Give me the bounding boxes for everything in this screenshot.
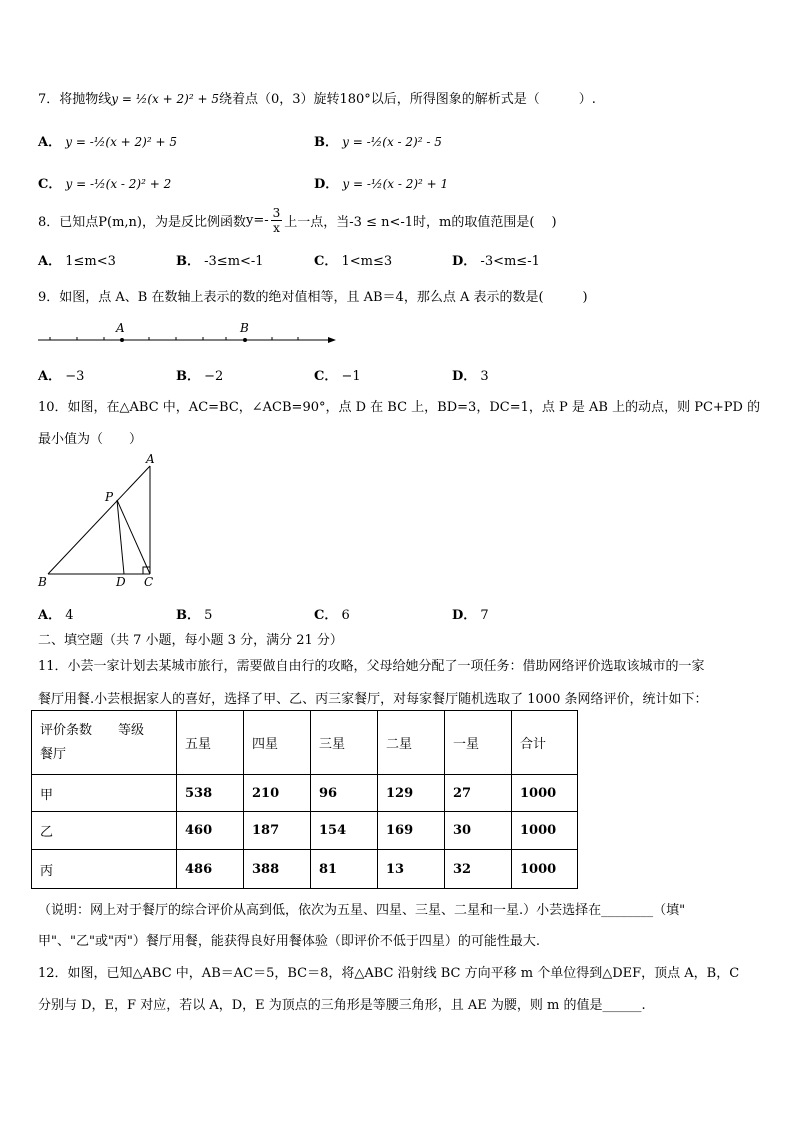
table-cell: 388: [244, 850, 311, 889]
table-cell: 27: [445, 775, 512, 812]
header-three-star: 三星: [311, 711, 378, 775]
q12-stem-line2: 分别与 D，E，F 对应，若以 A，D，E 为顶点的三角形是等腰三角形，且 AE 为腰，则 m 的值是______.: [38, 998, 646, 1013]
q7-option-c[interactable]: [38, 173, 171, 192]
q7-expression: y = ½(x + 2)² + 5: [111, 92, 219, 106]
table-cell: 1000: [512, 850, 578, 889]
point-b-label: B: [240, 321, 249, 335]
point-b-dot: [243, 338, 247, 342]
side-ab: [48, 466, 150, 574]
q7-stem: [38, 88, 596, 107]
q11-stem-line1: 11．小芸一家计划去某城市旅行，需要做自由行的攻略，父母给她分配了一项任务：借助网络评价选取该城市的一家: [38, 659, 705, 674]
segment-pc: [117, 500, 150, 574]
table-row: [32, 850, 578, 889]
row-name: 乙: [32, 812, 177, 850]
option-text: −3: [65, 369, 85, 384]
table-cell: 13: [378, 850, 445, 889]
option-text: y = -½(x - 2)² + 2: [65, 177, 172, 191]
table-row: [32, 812, 578, 850]
q9-option-d[interactable]: [452, 365, 489, 384]
label-a: A: [146, 452, 155, 466]
q9-stem: 9．如图，点 A、B 在数轴上表示的数的绝对值相等，且 AB＝4，那么点 A 表示的数是( ): [38, 290, 588, 305]
table-cell: 30: [445, 812, 512, 850]
option-text: −2: [204, 369, 224, 384]
option-text: y = -½(x - 2)² + 1: [342, 177, 449, 191]
option-text: -3<m≤-1: [480, 254, 540, 269]
option-label: C．: [314, 369, 338, 384]
option-text: −1: [341, 369, 361, 384]
q8-fraction: [271, 206, 283, 235]
option-text: 5: [204, 608, 213, 623]
row-name: 甲: [32, 775, 177, 812]
option-text: 7: [480, 608, 489, 623]
table-cell: 460: [177, 812, 244, 850]
option-label: D．: [452, 608, 477, 623]
q7-stem-pre: 7．将抛物线: [38, 92, 112, 107]
option-label: C．: [314, 608, 338, 623]
option-label: D．: [314, 177, 339, 192]
q7-option-d[interactable]: [314, 173, 448, 192]
rating-table: [31, 710, 578, 889]
table-cell: 538: [177, 775, 244, 812]
q10-option-b[interactable]: [176, 604, 212, 623]
option-text: 1<m≤3: [341, 254, 393, 269]
table-cell: 1000: [512, 812, 578, 850]
option-label: B．: [176, 608, 200, 623]
table-row: [32, 775, 578, 812]
q8-option-b[interactable]: [176, 250, 264, 269]
table-cell: 210: [244, 775, 311, 812]
option-text: -3≤m<-1: [204, 254, 264, 269]
q8-option-c[interactable]: [314, 250, 392, 269]
q10-option-d[interactable]: [452, 604, 489, 623]
fraction-numerator: 3: [272, 206, 281, 220]
q11-note-line2: 甲"、"乙"或"丙"）餐厅用餐，能获得良好用餐体验（即评价不低于四星）的可能性最大.: [38, 934, 541, 949]
q11-note-line1: （说明：网上对于餐厅的综合评价从高到低，依次为五星、四星、三星、二星和一星.）小芸选择在________（填": [38, 903, 686, 918]
table-cell: 32: [445, 850, 512, 889]
corner-top-label: 评价条数 等级: [40, 722, 145, 738]
option-label: A．: [38, 254, 62, 269]
table-cell: 129: [378, 775, 445, 812]
table-cell: 486: [177, 850, 244, 889]
option-text: y = -½(x + 2)² + 5: [65, 135, 177, 149]
header-five-star: 五星: [177, 711, 244, 775]
header-total: 合计: [512, 711, 578, 775]
table-cell: 81: [311, 850, 378, 889]
segment-pd: [117, 500, 124, 574]
label-b: B: [38, 575, 47, 589]
q8-function: y=-: [246, 213, 269, 228]
table-cell: 187: [244, 812, 311, 850]
row-name: 丙: [32, 850, 177, 889]
table-cell: 1000: [512, 775, 578, 812]
q8-option-d[interactable]: [452, 250, 540, 269]
table-cell: 169: [378, 812, 445, 850]
q7-option-b[interactable]: [314, 131, 442, 150]
option-label: A．: [38, 608, 62, 623]
q8-stem-pre: 8．已知点P(m,n)，为是反比例函数: [38, 215, 246, 230]
option-label: A．: [38, 369, 62, 384]
q10-stem-line2: 最小值为（ ）: [38, 432, 143, 447]
option-label: A．: [38, 135, 62, 150]
point-a-label: A: [116, 321, 125, 335]
axis-arrow: [328, 337, 336, 343]
label-c: C: [144, 575, 154, 589]
option-text: 4: [65, 608, 74, 623]
table-corner-cell: [32, 711, 177, 775]
option-label: B．: [314, 135, 338, 150]
q10-option-c[interactable]: [314, 604, 350, 623]
label-p: P: [105, 490, 114, 504]
q8-stem: [38, 206, 557, 242]
q12-stem-line1: 12．如图，已知△ABC 中，AB＝AC＝5，BC＝8，将△ABC 沿射线 BC 方向平移 m 个单位得到△DEF，顶点 A，B，C: [38, 966, 740, 981]
option-label: B．: [176, 254, 200, 269]
option-text: 1≤m<3: [65, 254, 116, 269]
q8-option-a[interactable]: [38, 250, 116, 269]
option-text: y = -½(x - 2)² - 5: [342, 135, 442, 149]
header-four-star: 四星: [244, 711, 311, 775]
option-text: 3: [480, 369, 489, 384]
q7-stem-post: 绕着点（0，3）旋转180°以后，所得图象的解析式是（ ）.: [218, 92, 596, 107]
option-label: C．: [314, 254, 338, 269]
fraction-denominator: x: [273, 221, 280, 235]
table-cell: 154: [311, 812, 378, 850]
triangle-figure: [36, 452, 166, 592]
number-line-figure: [36, 318, 338, 352]
option-label: D．: [452, 369, 477, 384]
q9-option-a[interactable]: [38, 365, 84, 384]
option-label: C．: [38, 177, 62, 192]
q10-option-a[interactable]: [38, 604, 74, 623]
q9-option-c[interactable]: [314, 365, 361, 384]
label-d: D: [116, 575, 126, 589]
header-one-star: 一星: [445, 711, 512, 775]
header-two-star: 二星: [378, 711, 445, 775]
table-cell: 96: [311, 775, 378, 812]
option-label: D．: [452, 254, 477, 269]
point-a-dot: [120, 338, 124, 342]
q10-stem-line1: 10．如图，在△ABC 中，AC=BC，∠ACB=90°，点 D 在 BC 上，BD=3，DC=1，点 P 是 AB 上的动点，则 PC+PD 的: [38, 400, 761, 415]
q11-stem-line2: 餐厅用餐.小芸根据家人的喜好，选择了甲、乙、丙三家餐厅，对每家餐厅随机选取了 1000 条网络评价，统计如下：: [38, 692, 708, 707]
table-header-row: [32, 711, 578, 775]
corner-bottom-label: 餐厅: [40, 746, 67, 762]
q9-option-b[interactable]: [176, 365, 223, 384]
q8-stem-post: 上一点，当-3 ≤ n<-1时，m的取值范围是( ): [284, 215, 557, 230]
option-label: B．: [176, 369, 200, 384]
option-text: 6: [341, 608, 350, 623]
q7-option-a[interactable]: [38, 131, 177, 150]
section-heading: 二、填空题（共 7 小题，每小题 3 分，满分 21 分）: [38, 633, 343, 648]
